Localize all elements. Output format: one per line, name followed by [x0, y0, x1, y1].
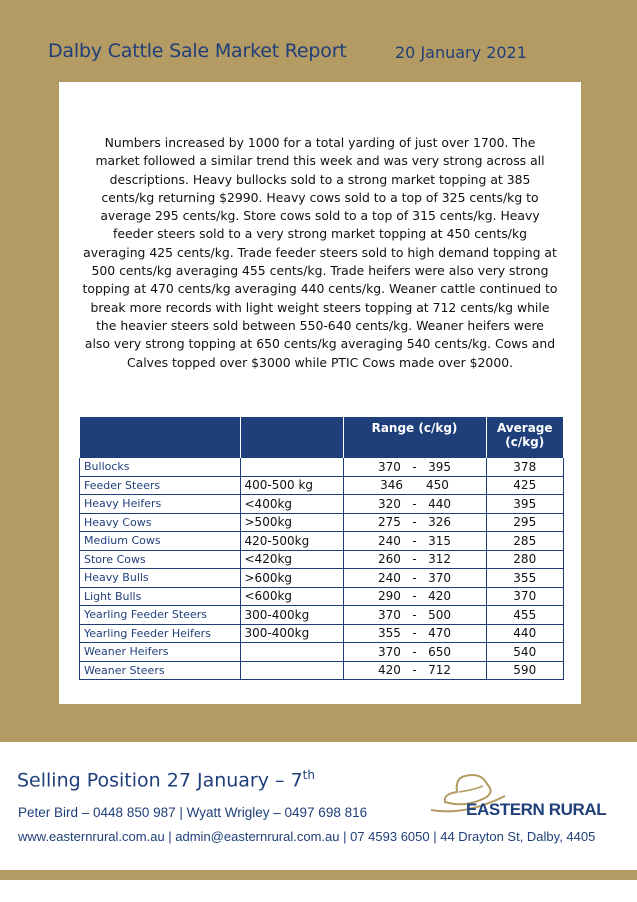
range-sep: - — [412, 589, 417, 604]
range-low: 370 — [377, 459, 401, 474]
row-weight: >500kg — [240, 513, 343, 532]
row-average: 540 — [486, 643, 564, 662]
header-category — [80, 417, 241, 458]
table-row — [80, 476, 564, 495]
row-range — [343, 513, 486, 532]
table-row — [80, 643, 564, 662]
row-weight — [240, 643, 343, 662]
range-low: 240 — [377, 533, 401, 548]
row-average: 295 — [486, 513, 564, 532]
row-weight: <400kg — [240, 495, 343, 514]
row-range — [343, 495, 486, 514]
row-category: Store Cows — [80, 550, 241, 569]
range-low: 370 — [377, 644, 401, 659]
row-weight: <420kg — [240, 550, 343, 569]
range-high: 370 — [428, 570, 452, 585]
range-low: 420 — [377, 663, 401, 678]
row-category: Medium Cows — [80, 532, 241, 551]
range-sep: - — [412, 607, 417, 622]
row-range — [343, 661, 486, 680]
range-low: 290 — [377, 589, 401, 604]
row-range — [343, 606, 486, 625]
market-summary: Numbers increased by 1000 for a total yarding of just over 1700. The market followed a similar trend this week and was very strong across all descriptions. Heavy bullocks sold to a strong market topping at 385 cents/kg returning $2990. Heavy cows sold to a top of 325 cents/kg to average 295 cents/kg. Store cows sold to a top of 315 cents/kg. Heavy feeder steers sold to a very strong market topping at 450 cents/kg averaging 425 cents/kg. Trade feeder steers sold to high demand topping at 500 cents/kg averaging 455 cents/kg. Trade heifers were also very strong topping at 470 cents/kg averaging 440 cents/kg. Weaner cattle continued to break more records with light weight steers topping at 712 cents/kg while the heavier steers sold between 550-640 cents/kg. Weaner heifers were also very strong topping at 650 cents/kg averaging 540 cents/kg. Cows and Calves topped over $3000 while PTIC Cows made over $2000. — [82, 135, 558, 370]
range-sep: - — [412, 496, 417, 511]
row-range — [343, 476, 486, 495]
row-category: Yearling Feeder Heifers — [80, 624, 241, 643]
report-title: Dalby Cattle Sale Market Report — [48, 40, 347, 62]
table-header-row — [80, 417, 564, 458]
row-range — [343, 458, 486, 476]
range-high: 712 — [428, 663, 452, 678]
range-sep: - — [412, 626, 417, 641]
range-sep: - — [412, 570, 417, 585]
row-range — [343, 587, 486, 606]
row-range — [343, 643, 486, 662]
row-category: Weaner Heifers — [80, 643, 241, 662]
table-row — [80, 513, 564, 532]
range-high: 470 — [428, 626, 452, 641]
row-weight: 300-400kg — [240, 624, 343, 643]
range-high: 326 — [428, 515, 452, 530]
table-row — [80, 550, 564, 569]
row-category: Heavy Heifers — [80, 495, 241, 514]
table-row — [80, 606, 564, 625]
range-high: 420 — [428, 589, 452, 604]
range-sep: - — [412, 552, 417, 567]
row-range — [343, 550, 486, 569]
range-low: 260 — [377, 552, 401, 567]
market-table — [79, 417, 564, 680]
range-low: 370 — [377, 607, 401, 622]
row-average: 355 — [486, 569, 564, 588]
header-weight — [240, 417, 343, 458]
row-weight: 400-500 kg — [240, 476, 343, 495]
table-row — [80, 661, 564, 680]
row-category: Weaner Steers — [80, 661, 241, 680]
row-range — [343, 532, 486, 551]
gold-strip — [0, 870, 637, 880]
range-low: 346 — [380, 478, 404, 493]
range-high: 315 — [428, 533, 452, 548]
selling-position-text: Selling Position 27 January – 7 — [17, 769, 303, 792]
logo-text: EASTERN RURAL — [466, 800, 607, 819]
range-sep: - — [412, 515, 417, 530]
range-high: 312 — [428, 552, 452, 567]
row-category: Bullocks — [80, 458, 241, 476]
row-category: Yearling Feeder Steers — [80, 606, 241, 625]
row-category: Light Bulls — [80, 587, 241, 606]
table-row — [80, 569, 564, 588]
row-average: 425 — [486, 476, 564, 495]
selling-position — [17, 768, 315, 791]
contact-links: www.easternrural.com.au | admin@easternrural.com.au | 07 4593 6050 | 44 Drayton St, Dalby, 4405 — [18, 829, 596, 844]
row-average: 395 — [486, 495, 564, 514]
row-average: 280 — [486, 550, 564, 569]
table-row — [80, 495, 564, 514]
row-range — [343, 624, 486, 643]
range-low: 275 — [377, 515, 401, 530]
selling-position-sup: th — [302, 768, 315, 782]
row-category: Feeder Steers — [80, 476, 241, 495]
range-sep: - — [412, 663, 417, 678]
range-high: 395 — [428, 459, 452, 474]
header-average: Average (c/kg) — [486, 417, 564, 458]
table-row — [80, 624, 564, 643]
range-high: 450 — [425, 478, 449, 493]
row-category: Heavy Cows — [80, 513, 241, 532]
range-sep: - — [412, 459, 417, 474]
table-row — [80, 587, 564, 606]
range-low: 320 — [377, 496, 401, 511]
range-high: 650 — [428, 644, 452, 659]
table-row — [80, 532, 564, 551]
range-sep: - — [412, 644, 417, 659]
range-high: 440 — [428, 496, 452, 511]
range-high: 500 — [428, 607, 452, 622]
table-row — [80, 458, 564, 476]
row-weight: <600kg — [240, 587, 343, 606]
range-sep: - — [412, 533, 417, 548]
row-weight: 300-400kg — [240, 606, 343, 625]
report-date: 20 January 2021 — [395, 43, 527, 62]
row-range — [343, 569, 486, 588]
row-average: 455 — [486, 606, 564, 625]
row-weight: >600kg — [240, 569, 343, 588]
row-average: 440 — [486, 624, 564, 643]
row-weight: 420-500kg — [240, 532, 343, 551]
contacts: Peter Bird – 0448 850 987 | Wyatt Wrigley – 0497 698 816 — [18, 805, 368, 820]
row-average: 590 — [486, 661, 564, 680]
row-average: 378 — [486, 458, 564, 476]
row-average: 370 — [486, 587, 564, 606]
range-low: 240 — [377, 570, 401, 585]
range-low: 355 — [377, 626, 401, 641]
header-range: Range (c/kg) — [343, 417, 486, 458]
row-weight — [240, 458, 343, 476]
row-weight — [240, 661, 343, 680]
row-average: 285 — [486, 532, 564, 551]
row-category: Heavy Bulls — [80, 569, 241, 588]
